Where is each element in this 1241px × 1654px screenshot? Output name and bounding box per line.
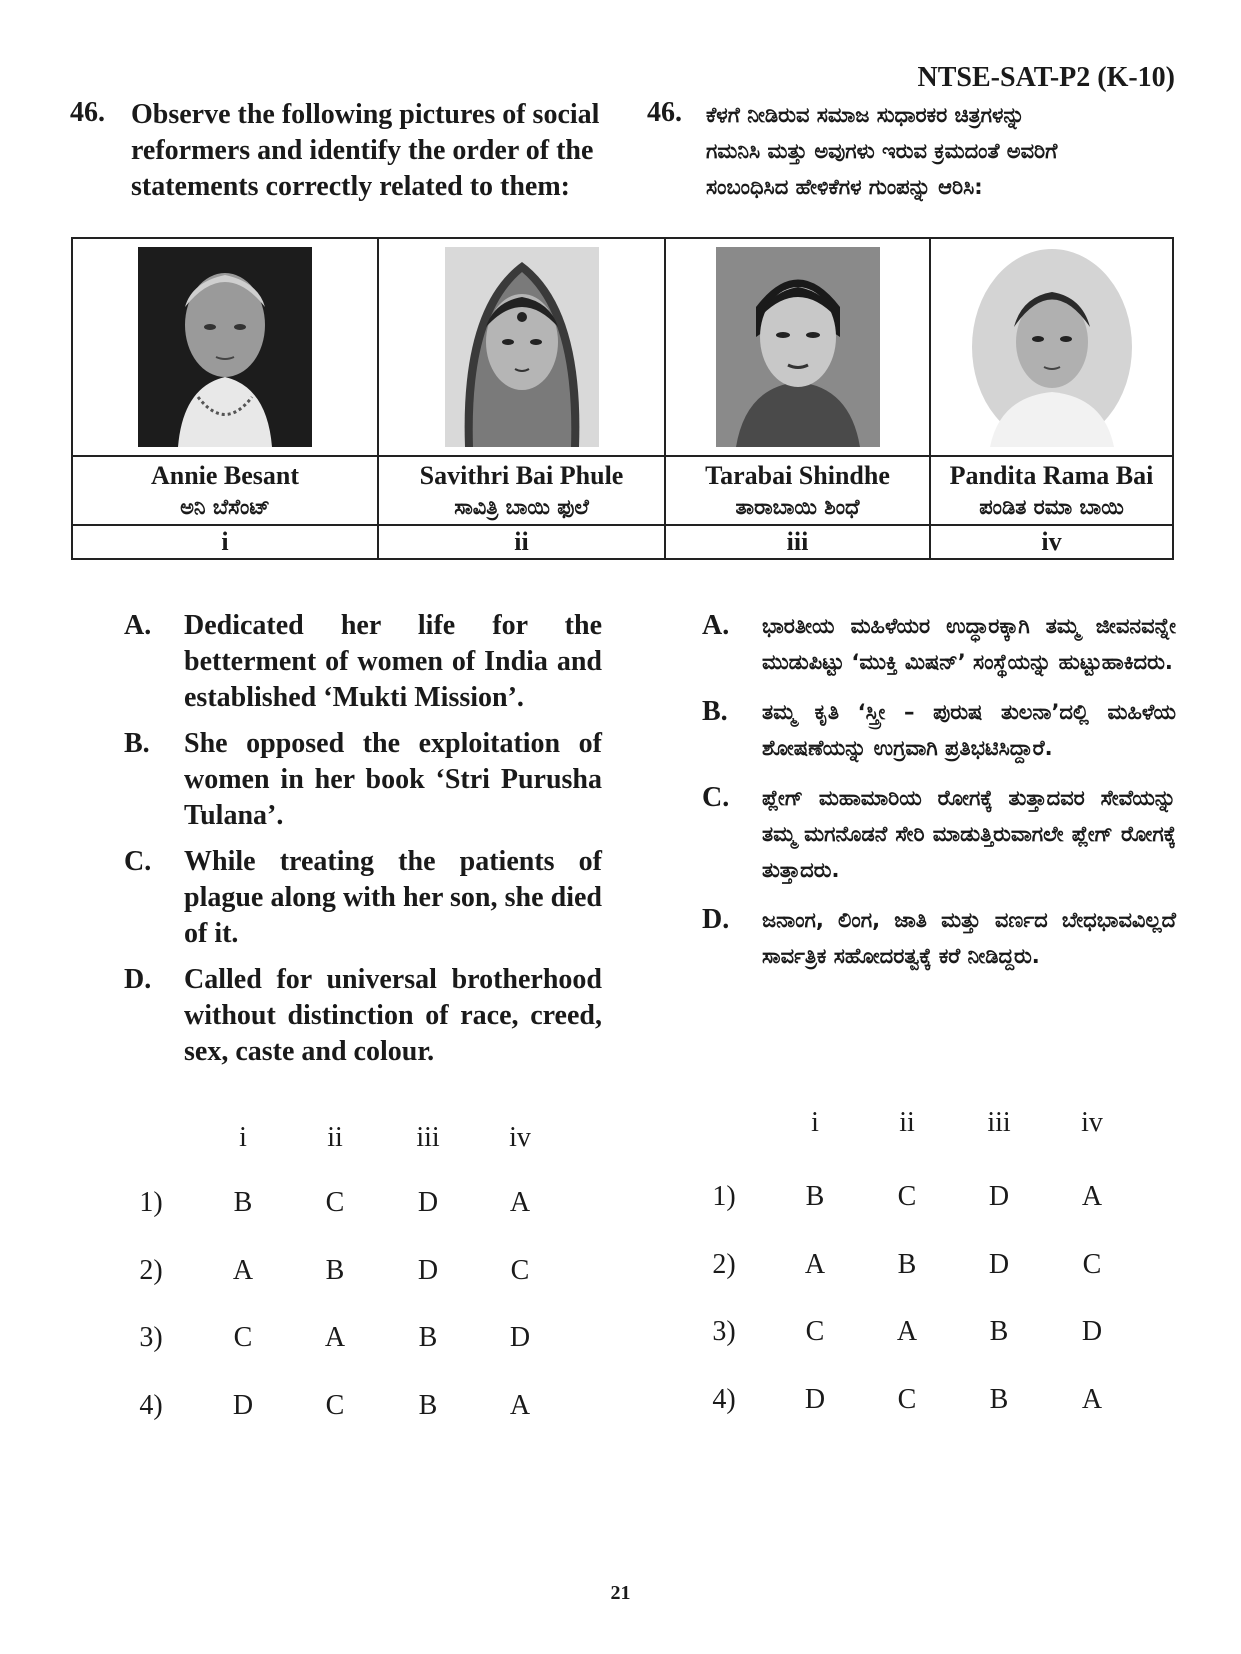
option-value: D xyxy=(232,1390,254,1421)
reformer-name-kn: ಪಂಡಿತ ರಮಾ ಬಾಯಿ xyxy=(979,494,1124,519)
statement-text: ತಮ್ಮ ಕೃತಿ ‘ಸ್ತ್ರೀ – ಪುರುಷ ತುಲನಾ’ದಲ್ಲಿ ಮಹಿಳೆಯ ಶೋಷಣೆಯನ್ನು ಉಗ್ರವಾಗಿ ಪ್ರತಿಭಟಿಸಿದ್ದಾರೆ. xyxy=(762,700,1176,760)
option-value: C xyxy=(1082,1249,1102,1280)
option-column-header: ii xyxy=(899,1107,915,1138)
option-value: A xyxy=(804,1249,826,1280)
option-value: B xyxy=(418,1390,438,1421)
option-value: C xyxy=(233,1322,253,1353)
option-value: D xyxy=(1081,1316,1103,1347)
option-value: A xyxy=(324,1322,346,1353)
option-value: C xyxy=(325,1390,345,1421)
option-value: A xyxy=(509,1390,531,1421)
page-number: 21 xyxy=(610,1582,631,1604)
option-value: A xyxy=(1081,1181,1103,1212)
statement-label: D. xyxy=(702,904,730,935)
option-column-header: i xyxy=(239,1122,247,1153)
question-number-kn: 46. xyxy=(647,97,682,128)
reformer-numeral: iv xyxy=(930,525,1173,559)
statement-text: ಭಾರತೀಯ ಮಹಿಳೆಯರ ಉದ್ಧಾರಕ್ಕಾಗಿ ತಮ್ಮ ಜೀವನವನ್ನೇ ಮುಡುಪಿಟ್ಟು ‘ಮುಕ್ತಿ ಮಿಷನ್’ ಸಂಸ್ಥೆಯನ್ನು ಹುಟ್ಟುಹಾಕಿದರು. xyxy=(762,614,1176,674)
statement-label: B. xyxy=(702,696,728,727)
question-line: statements correctly related to them: xyxy=(131,171,571,202)
option-value: A xyxy=(509,1187,531,1218)
reformer-name-en: Pandita Rama Bai xyxy=(949,460,1154,490)
reformer-numeral: ii xyxy=(378,525,665,559)
option-column-header: ii xyxy=(327,1122,343,1153)
option-value: A xyxy=(1081,1384,1103,1415)
option-value: B xyxy=(805,1181,825,1212)
option-column-header: iv xyxy=(509,1122,531,1153)
statement-text: Dedicated her life for the betterment of women of India and established ‘Mukti Mission’. xyxy=(184,610,602,713)
statement-label: C. xyxy=(124,846,152,877)
option-value: B xyxy=(989,1384,1009,1415)
options-grid-kn xyxy=(620,0,1241,1500)
reformer-numeral: i xyxy=(72,525,378,559)
option-value: A xyxy=(896,1316,918,1347)
option-value: D xyxy=(804,1384,826,1415)
question-line: Observe the following pictures of social xyxy=(131,99,600,130)
option-column-header: iii xyxy=(416,1122,440,1153)
statement-label: A. xyxy=(702,610,730,641)
reformer-numeral: iii xyxy=(665,525,930,559)
statement-label: B. xyxy=(124,728,150,759)
statement-label: A. xyxy=(124,610,152,641)
option-value: B xyxy=(233,1187,253,1218)
question-line: ಗಮನಿಸಿ ಮತ್ತು ಅವುಗಳು ಇರುವ ಕ್ರಮದಂತೆ ಅವರಿಗೆ xyxy=(706,139,1058,163)
statement-text: While treating the patients of plague along with her son, she died of it. xyxy=(184,846,602,949)
question-line: ಸಂಬಂಧಿಸಿದ ಹೇಳಿಕೆಗಳ ಗುಂಪನ್ನು ಆರಿಸಿ: xyxy=(706,175,983,199)
statement-text: ಪ್ಲೇಗ್ ಮಹಾಮಾರಿಯ ರೋಗಕ್ಕೆ ತುತ್ತಾದವರ ಸೇವೆಯನ್ನು ತಮ್ಮ ಮಗನೊಡನೆ ಸೇರಿ ಮಾಡುತ್ತಿರುವಾಗಲೇ ಪ್ಲೇಗ್ ರೋಗಕ್ಕೆ ತುತ್ತಾದರು. xyxy=(762,786,1176,882)
options-grid-en xyxy=(0,0,620,1500)
option-value: B xyxy=(989,1316,1009,1347)
option-number: 4) xyxy=(712,1384,736,1415)
reformer-name-en: Tarabai Shindhe xyxy=(705,460,890,490)
option-value: C xyxy=(897,1181,917,1212)
option-number: 4) xyxy=(139,1390,163,1421)
statement-text: ಜನಾಂಗ, ಲಿಂಗ, ಜಾತಿ ಮತ್ತು ವರ್ಣದ ಬೇಧಭಾವವಿಲ್ಲದೆ ಸಾರ್ವತ್ರಿಕ ಸಹೋದರತ್ವಕ್ಕೆ ಕರೆ ನೀಡಿದ್ದರು. xyxy=(762,908,1176,968)
option-number: 2) xyxy=(139,1255,163,1286)
reformer-name-en: Savithri Bai Phule xyxy=(419,460,624,490)
option-number: 2) xyxy=(712,1249,736,1280)
option-value: C xyxy=(510,1255,530,1286)
question-line: reformers and identify the order of the xyxy=(131,135,594,166)
option-number: 1) xyxy=(139,1187,163,1218)
statement-label: C. xyxy=(702,782,730,813)
reformer-name-kn: ಅನಿ ಬೆಸೆಂಟ್ xyxy=(180,494,270,519)
option-value: C xyxy=(805,1316,825,1347)
option-value: B xyxy=(325,1255,345,1286)
statement-label: D. xyxy=(124,964,152,995)
option-value: D xyxy=(988,1181,1010,1212)
option-number: 3) xyxy=(139,1322,163,1353)
paper-code: NTSE-SAT-P2 (K-10) xyxy=(917,62,1175,93)
option-number: 1) xyxy=(712,1181,736,1212)
option-value: B xyxy=(897,1249,917,1280)
option-number: 3) xyxy=(712,1316,736,1347)
reformer-name-en: Annie Besant xyxy=(150,460,300,490)
option-column-header: iv xyxy=(1081,1107,1103,1138)
question-line: ಕೆಳಗೆ ನೀಡಿರುವ ಸಮಾಜ ಸುಧಾರಕರ ಚಿತ್ರಗಳನ್ನು xyxy=(706,103,1025,127)
option-value: D xyxy=(988,1249,1010,1280)
question-number-en: 46. xyxy=(70,97,105,128)
option-value: C xyxy=(897,1384,917,1415)
option-column-header: i xyxy=(811,1107,819,1138)
option-value: D xyxy=(417,1187,439,1218)
statement-text: Called for universal brotherhood without distinction of race, creed, sex, caste and colour. xyxy=(184,964,602,1067)
option-column-header: iii xyxy=(987,1107,1011,1138)
option-value: C xyxy=(325,1187,345,1218)
option-value: B xyxy=(418,1322,438,1353)
option-value: D xyxy=(417,1255,439,1286)
reformer-name-kn: ಸಾವಿತ್ರಿ ಬಾಯಿ ಫುಲೆ xyxy=(454,494,589,519)
option-value: D xyxy=(509,1322,531,1353)
statement-text: She opposed the exploitation of women in her book ‘Stri Purusha Tulana’. xyxy=(184,728,602,831)
option-value: A xyxy=(232,1255,254,1286)
reformer-name-kn: ತಾರಾಬಾಯಿ ಶಿಂಧೆ xyxy=(735,494,860,519)
